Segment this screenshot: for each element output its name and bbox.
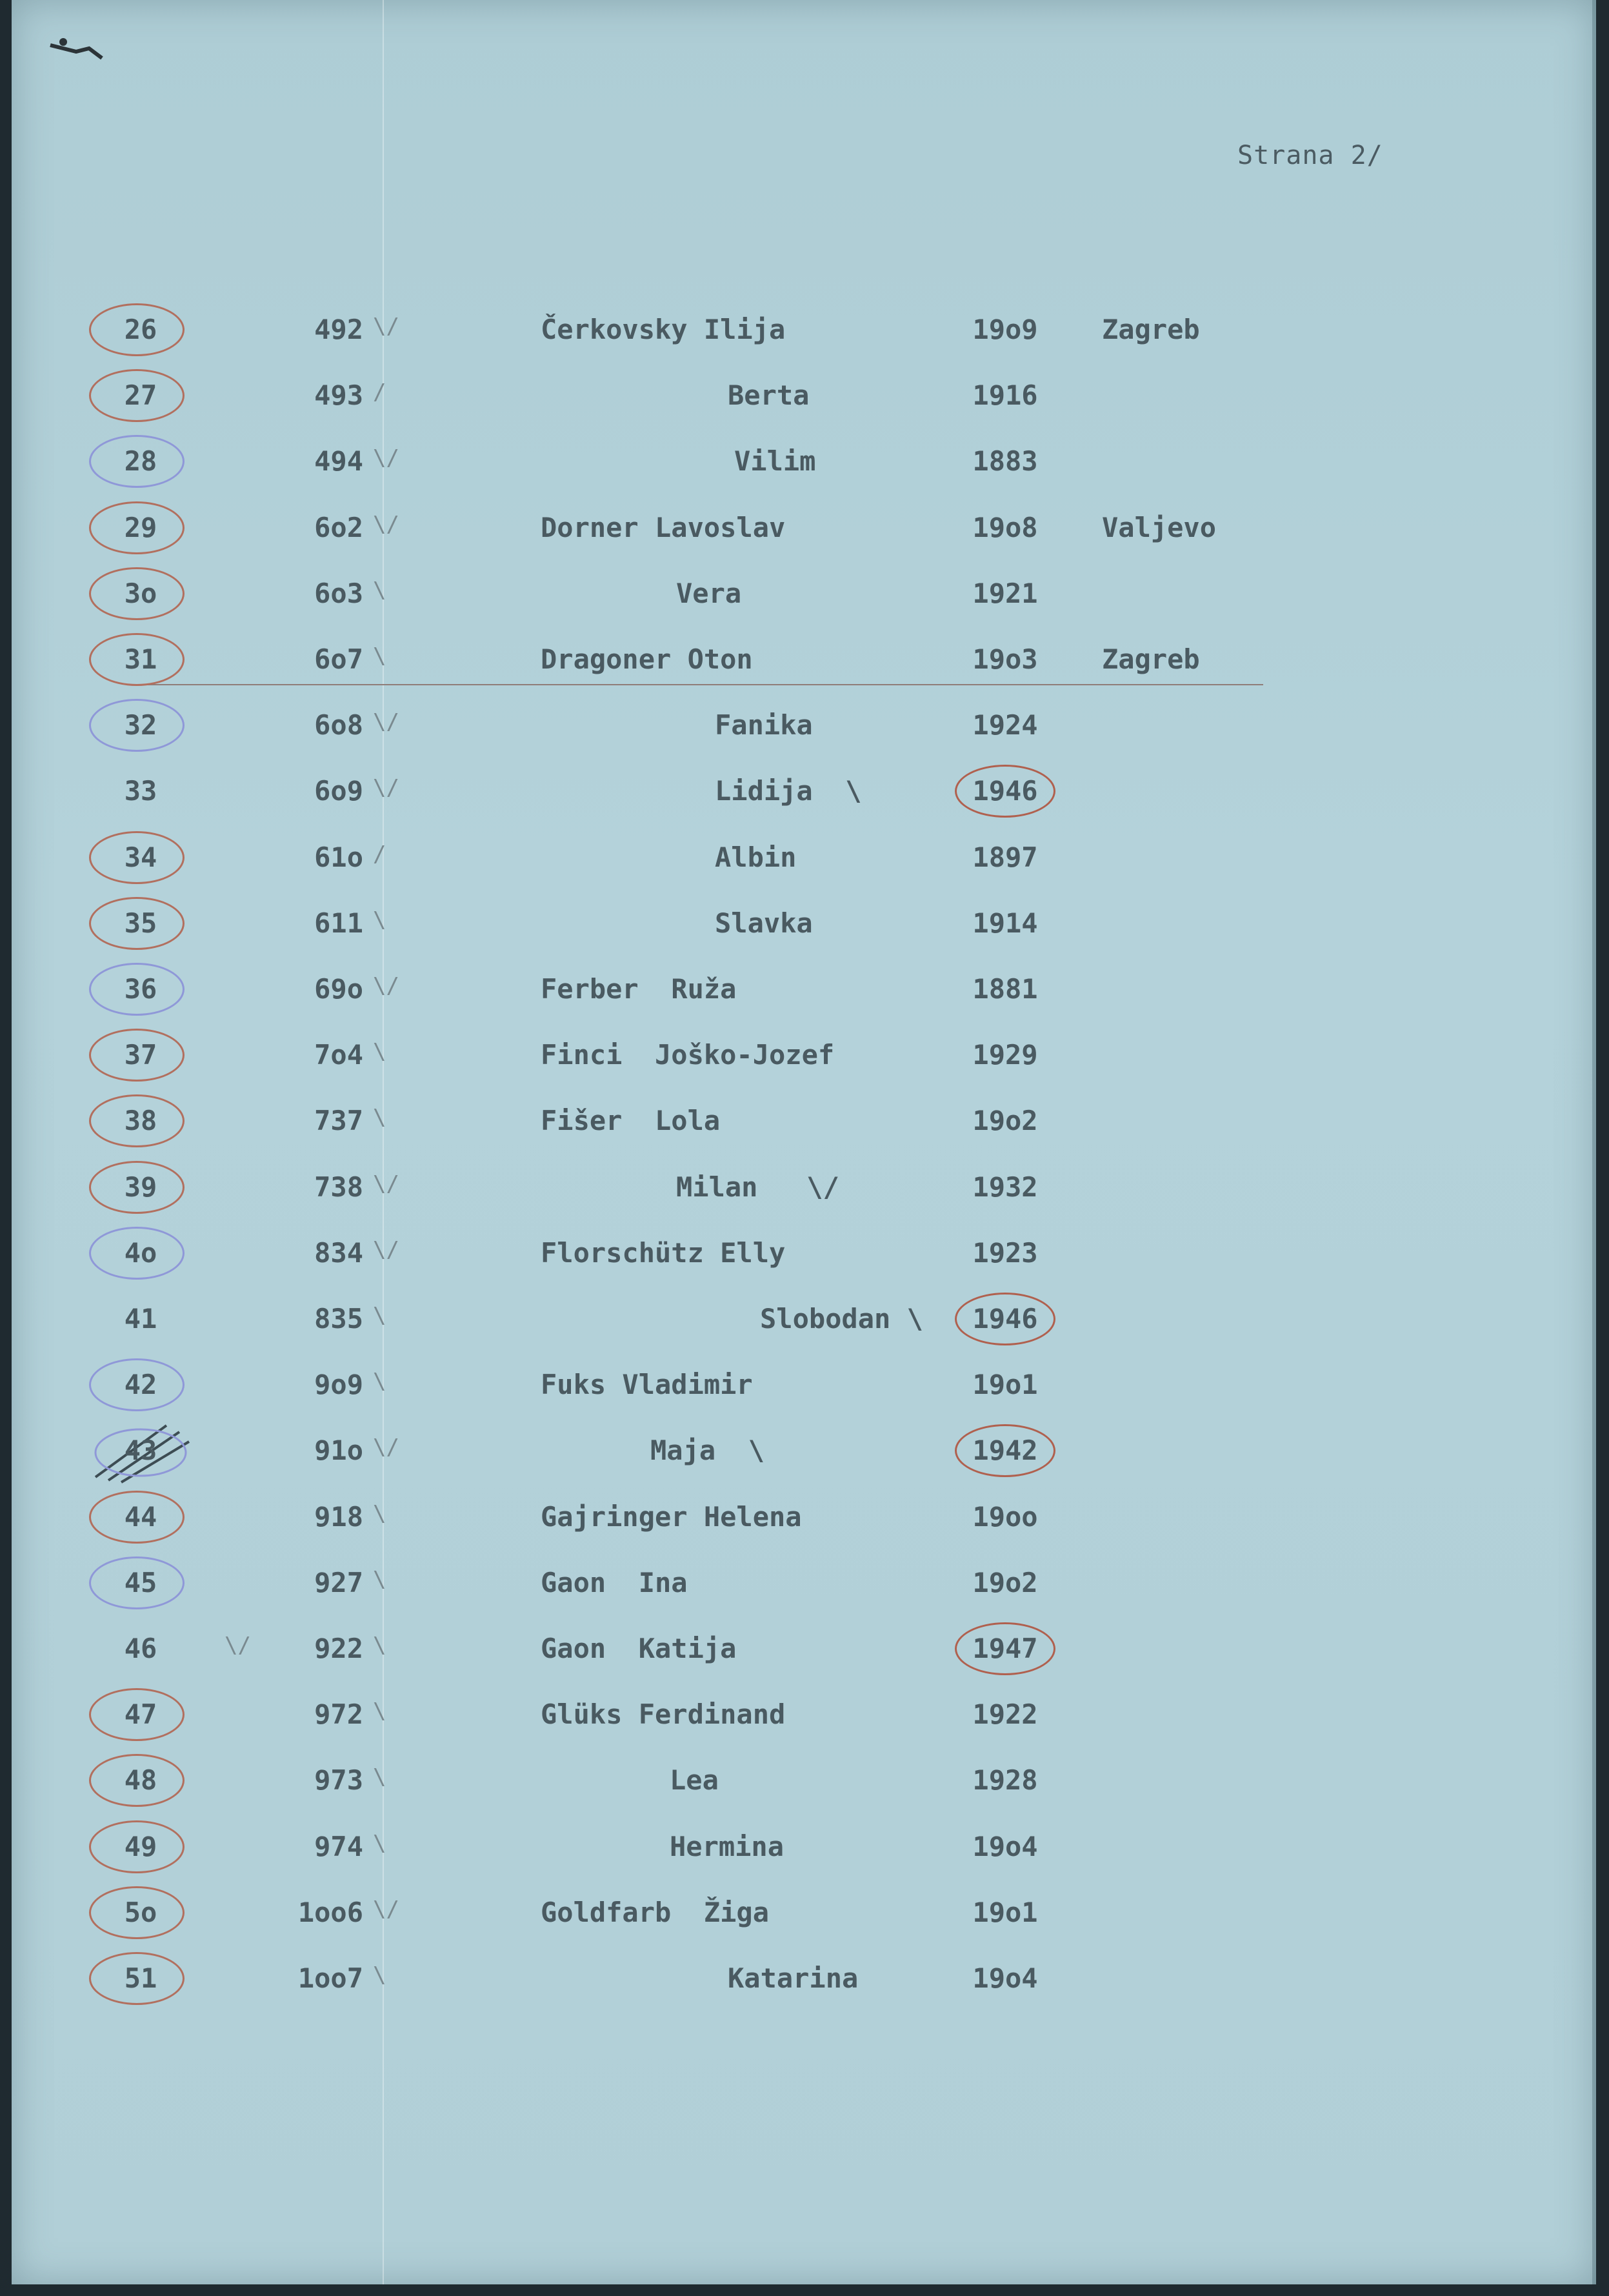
row-seq-number: 35 bbox=[124, 907, 157, 939]
row-name: Glüks Ferdinand bbox=[541, 1698, 786, 1730]
row-seq-number: 43 bbox=[124, 1435, 157, 1466]
row-name: Florschütz Elly bbox=[541, 1237, 786, 1269]
table-row bbox=[12, 628, 1596, 692]
check-mark: \/ bbox=[373, 1237, 399, 1263]
row-year: 19o1 bbox=[972, 1897, 1038, 1928]
row-record-number: 61o bbox=[314, 841, 363, 873]
table-row bbox=[12, 562, 1596, 627]
row-seq-number: 33 bbox=[124, 775, 157, 807]
row-year: 1946 bbox=[972, 1303, 1038, 1334]
check-mark: \ bbox=[373, 1962, 386, 1988]
check-mark: / bbox=[373, 841, 386, 867]
row-record-number: 6o3 bbox=[314, 578, 363, 609]
check-mark: \/ bbox=[373, 973, 399, 999]
row-name: Berta bbox=[728, 379, 810, 411]
row-record-number: 922 bbox=[314, 1633, 363, 1664]
table-row bbox=[12, 430, 1596, 494]
check-mark: \/ bbox=[373, 1435, 399, 1460]
row-name: Gaon Katija bbox=[541, 1633, 737, 1664]
check-mark: \ bbox=[373, 1698, 386, 1724]
row-year: 19o2 bbox=[972, 1105, 1038, 1136]
check-mark: \ bbox=[373, 1633, 386, 1658]
row-year: 1883 bbox=[972, 445, 1038, 477]
table-row bbox=[12, 1485, 1596, 1550]
row-seq-number: 27 bbox=[124, 379, 157, 411]
table-row bbox=[12, 1156, 1596, 1220]
check-mark: \ bbox=[373, 1764, 386, 1790]
row-seq-number: 36 bbox=[124, 973, 157, 1005]
table-row bbox=[12, 1815, 1596, 1880]
row-seq-number: 34 bbox=[124, 841, 157, 873]
check-mark: \/ bbox=[373, 1897, 399, 1922]
row-seq-number: 28 bbox=[124, 445, 157, 477]
row-year: 1932 bbox=[972, 1171, 1038, 1203]
row-record-number: 6o2 bbox=[314, 512, 363, 543]
table-row bbox=[12, 1419, 1596, 1484]
table-row bbox=[12, 364, 1596, 428]
row-seq-number: 44 bbox=[124, 1501, 157, 1533]
row-year: 1916 bbox=[972, 379, 1038, 411]
row-year: 19o8 bbox=[972, 512, 1038, 543]
table-row bbox=[12, 1222, 1596, 1286]
row-name: Slavka bbox=[715, 907, 813, 939]
table-row bbox=[12, 1617, 1596, 1682]
row-record-number: 835 bbox=[314, 1303, 363, 1334]
row-seq-number: 32 bbox=[124, 709, 157, 741]
row-seq-number: 5o bbox=[124, 1897, 157, 1928]
check-mark: \ bbox=[373, 1105, 386, 1131]
row-year: 19o3 bbox=[972, 643, 1038, 675]
row-name: Dragoner Oton bbox=[541, 643, 753, 675]
row-record-number: 972 bbox=[314, 1698, 363, 1730]
table-row bbox=[12, 760, 1596, 824]
table-row bbox=[12, 1881, 1596, 1946]
row-place: Valjevo bbox=[1102, 512, 1217, 543]
row-place: Zagreb bbox=[1102, 643, 1200, 675]
table-row bbox=[12, 1089, 1596, 1154]
table-row bbox=[12, 958, 1596, 1022]
table-row bbox=[12, 1023, 1596, 1088]
row-record-number: 7o4 bbox=[314, 1039, 363, 1071]
check-mark: \/ bbox=[373, 445, 399, 471]
check-mark: / bbox=[373, 379, 386, 405]
row-record-number: 91o bbox=[314, 1435, 363, 1466]
row-year: 19o2 bbox=[972, 1567, 1038, 1598]
row-seq-number: 37 bbox=[124, 1039, 157, 1071]
row-year: 1929 bbox=[972, 1039, 1038, 1071]
table-row bbox=[12, 298, 1596, 363]
row-seq-number: 41 bbox=[124, 1303, 157, 1334]
row-record-number: 69o bbox=[314, 973, 363, 1005]
row-name: Slobodan \ bbox=[760, 1303, 923, 1334]
table-row bbox=[12, 496, 1596, 561]
row-year: 1881 bbox=[972, 973, 1038, 1005]
row-record-number: 738 bbox=[314, 1171, 363, 1203]
row-year: 19o1 bbox=[972, 1369, 1038, 1400]
row-seq-number: 3o bbox=[124, 578, 157, 609]
row-name: Fuks Vladimir bbox=[541, 1369, 753, 1400]
row-record-number: 1oo6 bbox=[297, 1897, 363, 1928]
row-seq-number: 46 bbox=[124, 1633, 157, 1664]
row-record-number: 737 bbox=[314, 1105, 363, 1136]
check-mark: \/ bbox=[373, 709, 399, 735]
check-mark: \ bbox=[373, 907, 386, 933]
check-mark: \/ bbox=[373, 512, 399, 538]
row-seq-number: 31 bbox=[124, 643, 157, 675]
table-row bbox=[12, 826, 1596, 891]
row-name: Goldfarb Žiga bbox=[541, 1897, 770, 1928]
row-seq-number: 51 bbox=[124, 1962, 157, 1994]
row-record-number: 9o9 bbox=[314, 1369, 363, 1400]
row-record-number: 1oo7 bbox=[297, 1962, 363, 1994]
row-year: 19oo bbox=[972, 1501, 1038, 1533]
table-row bbox=[12, 1551, 1596, 1616]
row-year: 1946 bbox=[972, 775, 1038, 807]
row-record-number: 6o8 bbox=[314, 709, 363, 741]
table-row bbox=[12, 694, 1596, 758]
row-year: 1922 bbox=[972, 1698, 1038, 1730]
row-record-number: 611 bbox=[314, 907, 363, 939]
row-year: 1914 bbox=[972, 907, 1038, 939]
row-name: Finci Joško-Jozef bbox=[541, 1039, 835, 1071]
row-year: 19o4 bbox=[972, 1962, 1038, 1994]
row-name: Fišer Lola bbox=[541, 1105, 721, 1136]
table-row bbox=[12, 1947, 1596, 2011]
check-mark: \ bbox=[373, 1567, 386, 1593]
row-name: Gaon Ina bbox=[541, 1567, 688, 1598]
check-mark: \/ bbox=[373, 1171, 399, 1197]
row-record-number: 6o7 bbox=[314, 643, 363, 675]
table-row bbox=[12, 1287, 1596, 1352]
row-year: 1942 bbox=[972, 1435, 1038, 1466]
row-name: Vilim bbox=[734, 445, 816, 477]
row-place: Zagreb bbox=[1102, 314, 1200, 345]
corner-ink-mark bbox=[37, 13, 115, 65]
row-name: Milan \/ bbox=[676, 1171, 839, 1203]
row-record-number: 834 bbox=[314, 1237, 363, 1269]
row-record-number: 927 bbox=[314, 1567, 363, 1598]
check-mark: \/ bbox=[373, 314, 399, 339]
row-seq-number: 42 bbox=[124, 1369, 157, 1400]
check-mark: \/ bbox=[373, 775, 399, 801]
row-record-number: 493 bbox=[314, 379, 363, 411]
row-year: 1923 bbox=[972, 1237, 1038, 1269]
row-name: Vera bbox=[676, 578, 742, 609]
row-name: Albin bbox=[715, 841, 797, 873]
row-year: 1924 bbox=[972, 709, 1038, 741]
row-record-number: 494 bbox=[314, 445, 363, 477]
row-name: Ferber Ruža bbox=[541, 973, 737, 1005]
check-mark: \ bbox=[373, 1039, 386, 1065]
row-seq-number: 47 bbox=[124, 1698, 157, 1730]
row-seq-number: 39 bbox=[124, 1171, 157, 1203]
row-year: 19o4 bbox=[972, 1831, 1038, 1862]
check-mark: \ bbox=[373, 578, 386, 603]
check-mark: \ bbox=[373, 643, 386, 669]
check-mark: \ bbox=[373, 1831, 386, 1857]
row-seq-number: 49 bbox=[124, 1831, 157, 1862]
row-record-number: 6o9 bbox=[314, 775, 363, 807]
row-seq-number: 38 bbox=[124, 1105, 157, 1136]
row-name: Fanika bbox=[715, 709, 813, 741]
row-name: Dorner Lavoslav bbox=[541, 512, 786, 543]
table-row bbox=[12, 1353, 1596, 1418]
row-record-number: 973 bbox=[314, 1764, 363, 1796]
row-name: Maja \ bbox=[650, 1435, 765, 1466]
row-seq-number: 48 bbox=[124, 1764, 157, 1796]
row-seq-number: 29 bbox=[124, 512, 157, 543]
row-name: Lea bbox=[670, 1764, 719, 1796]
row-year: 1897 bbox=[972, 841, 1038, 873]
row-year: 1921 bbox=[972, 578, 1038, 609]
check-mark: \ bbox=[373, 1369, 386, 1395]
row-record-number: 974 bbox=[314, 1831, 363, 1862]
row-name: Gajringer Helena bbox=[541, 1501, 802, 1533]
table-row bbox=[12, 892, 1596, 956]
row-seq-number: 4o bbox=[124, 1237, 157, 1269]
row-record-number: 918 bbox=[314, 1501, 363, 1533]
row-seq-number: 45 bbox=[124, 1567, 157, 1598]
row-name: Čerkovsky Ilija bbox=[541, 314, 786, 345]
row-year: 19o9 bbox=[972, 314, 1038, 345]
check-mark: \ bbox=[373, 1303, 386, 1329]
row-year: 1928 bbox=[972, 1764, 1038, 1796]
page-label: Strana 2/ bbox=[1237, 141, 1383, 170]
check-mark: \ bbox=[373, 1501, 386, 1527]
row-name: Hermina bbox=[670, 1831, 785, 1862]
document-sheet bbox=[12, 0, 1596, 2284]
table-row bbox=[12, 1683, 1596, 1747]
row-year: 1947 bbox=[972, 1633, 1038, 1664]
row-seq-number: 26 bbox=[124, 314, 157, 345]
table-row bbox=[12, 1749, 1596, 1813]
row-record-number: 492 bbox=[314, 314, 363, 345]
row-name: Lidija \ bbox=[715, 775, 862, 807]
pre-check-mark: \/ bbox=[225, 1633, 251, 1658]
row-name: Katarina bbox=[728, 1962, 859, 1994]
